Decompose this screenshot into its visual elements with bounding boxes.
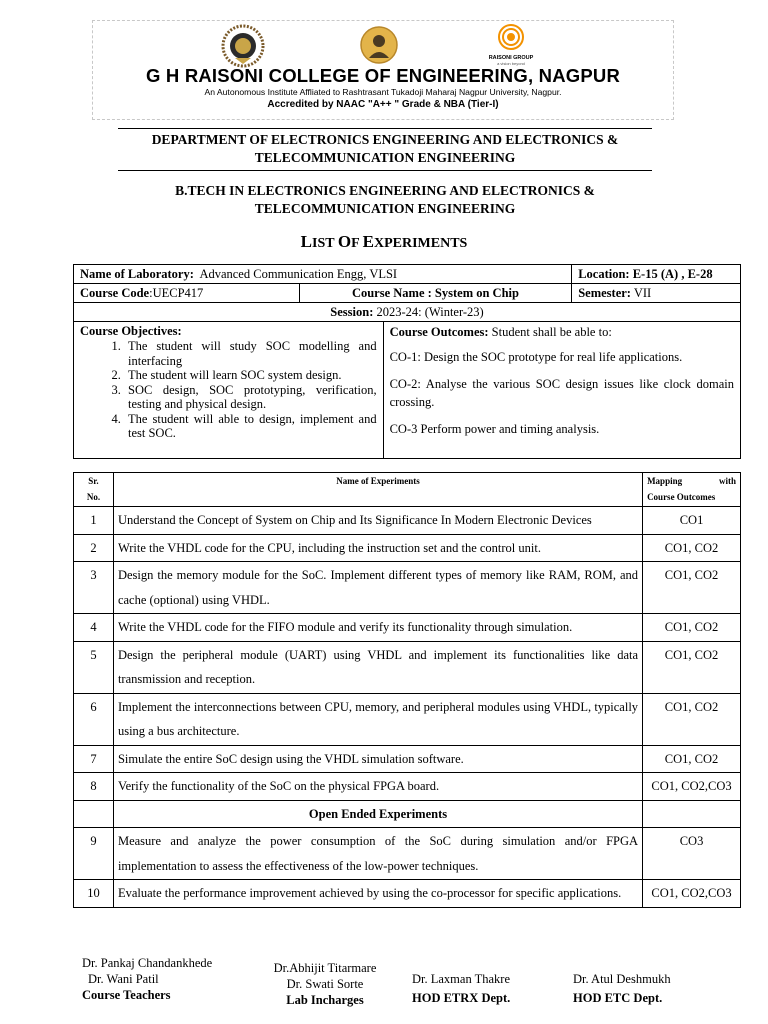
semester-label: Semester: [578,286,631,300]
group-logo-name: RAISONI GROUP [488,55,534,61]
college-accreditation: Accredited by NAAC "A++ " Grade & NBA (Tier-I) [267,99,499,110]
course-name-value: : System on Chip [427,286,519,300]
experiment-co-mapping: CO1, CO2 [643,745,741,773]
open-ended-heading: Open Ended Experiments [113,800,642,828]
location-cell [572,265,741,284]
session-value: 2023-24: (Winter-23) [376,305,484,319]
signatory-name: Dr. Atul Deshmukh [573,972,671,986]
lab-row [74,265,741,284]
experiment-co-mapping: CO1, CO2 [643,614,741,642]
experiments-table [73,472,741,908]
objectives-outcomes-table [73,321,741,459]
experiment-name: Design the memory module for the SoC. Implement different types of memory like RAM, ROM, and cache (optional) using VHDL. [113,562,642,614]
signatory-title: HOD ETRX Dept. [412,991,511,1005]
college-affiliation: An Autonomous Institute Affliated to Rashtrasant Tukadoji Maharaj Nagpur University, Nagpur. [204,87,562,97]
objectives-title: Course Objectives: [80,324,182,338]
signatory-name: Dr.Abhijit Titarmare [273,961,377,975]
signatory-name: Dr. Laxman Thakre [412,972,510,986]
location-value: E-15 (A) , E-28 [632,267,713,281]
objective-item: 3. SOC design, SOC prototyping, verification, testing and physical design. [124,383,377,412]
experiment-name: Simulate the entire SoC design using the VHDL simulation software. [113,745,642,773]
experiment-number: 6 [74,693,114,745]
table-row [74,745,741,773]
empty-cell [74,800,114,828]
col-header-sr-no [74,473,114,507]
course-info-table [73,264,741,322]
outcomes-intro: Student shall be able to: [491,325,612,339]
signatory-name: Dr. Pankaj Chandankhede [82,956,213,970]
experiment-co-mapping: CO1, CO2,CO3 [643,773,741,801]
raisoni-group-logo [488,24,534,68]
experiment-name: Evaluate the performance improvement achieved by using the co-processor for specific applications. [113,880,642,908]
course-teachers-signature [82,955,212,1003]
empty-cell [643,800,741,828]
founder-portrait-logo [360,26,398,64]
session-label: Session: [330,305,374,319]
table-row [74,562,741,614]
outcome-item: CO-3 Perform power and timing analysis. [389,422,600,436]
outcome-item: CO-2: Analyse the various SOC design issues like clock domain crossing. [389,377,734,409]
course-name-cell [299,284,572,303]
experiment-name: Write the VHDL code for the CPU, including the instruction set and the control unit. [113,534,642,562]
table-row [74,828,741,880]
hod-etc-signature [573,971,671,1006]
group-logo-tagline: a vision beyond [497,61,525,66]
course-name-label: Course Name [351,286,425,300]
col-header-name [113,473,642,507]
course-code-label: Course Code [80,286,150,300]
location-label: Location: [578,267,630,281]
experiment-co-mapping: CO1, CO2 [643,562,741,614]
experiment-co-mapping: CO1, CO2 [643,534,741,562]
table-row [74,534,741,562]
experiment-name: Measure and analyze the power consumption of the SoC during simulation and/or FPGA implementation to assess the effectiveness of the low-power techniques. [113,828,642,880]
experiment-number: 7 [74,745,114,773]
objective-item: 2. The student will learn SOC system design. [124,368,377,383]
course-code-cell [74,284,300,303]
table-row [74,507,741,535]
header-text: Course Outcomes [647,491,716,502]
department-line-2: TELECOMMUNICATION ENGINEERING [254,150,516,165]
lab-cell [74,265,572,284]
experiment-number: 3 [74,562,114,614]
experiment-name: Implement the interconnections between CPU, memory, and peripheral modules using VHDL, typically using a bus architecture. [113,693,642,745]
program-line-1: B.TECH IN ELECTRONICS ENGINEERING AND ELECTRONICS & [175,183,595,198]
lab-label: Name of Laboratory: [80,267,194,281]
signatory-title: Lab Incharges [286,993,364,1007]
table-row [74,880,741,908]
department-line-1: DEPARTMENT OF ELECTRONICS ENGINEERING AND ELECTRONICS & [151,132,619,147]
header-text: No. [86,491,101,502]
header-text: Name of Experiments [336,476,420,486]
title-word: XPERIMENTS [373,236,468,251]
experiments-header-row [74,473,741,507]
experiment-co-mapping: CO1 [643,507,741,535]
experiment-name: Write the VHDL code for the FIFO module and verify its functionality through simulation. [113,614,642,642]
experiment-co-mapping: CO1, CO2,CO3 [643,880,741,908]
course-code-value: :UECP417 [149,286,204,300]
header-text: Mapping [647,476,683,486]
table-row [74,693,741,745]
title-initial: E [362,232,374,251]
experiment-name: Verify the functionality of the SoC on the physical FPGA board. [113,773,642,801]
experiment-co-mapping: CO1, CO2 [643,693,741,745]
semester-value: VII [633,286,652,300]
outcomes-title: Course Outcomes: [389,325,489,339]
signatory-title: HOD ETC Dept. [573,991,663,1005]
title-word: F [351,236,360,251]
experiment-number: 10 [74,880,114,908]
objectives-list [124,339,377,441]
signatory-name: Dr. Swati Sorte [286,977,364,991]
header-text: Sr. [88,476,99,486]
program-heading [90,182,680,218]
experiment-co-mapping: CO3 [643,828,741,880]
experiment-co-mapping: CO1, CO2 [643,641,741,693]
experiment-number: 8 [74,773,114,801]
experiment-name: Design the peripheral module (UART) using VHDL and implement its functionalities like data transmission and reception. [113,641,642,693]
divider-bottom [118,170,652,171]
experiment-number: 2 [74,534,114,562]
lab-value: Advanced Communication Engg, VLSI [199,267,398,281]
session-cell [74,303,741,322]
college-name: G H RAISONI COLLEGE OF ENGINEERING, NAGPUR [145,65,621,86]
table-row [74,641,741,693]
session-row [74,303,741,322]
experiment-number: 1 [74,507,114,535]
open-ended-row [74,800,741,828]
college-header-banner [92,20,674,120]
title-initial: O [337,232,352,251]
table-row [74,773,741,801]
divider-top [118,128,652,129]
course-outcomes-cell [383,322,740,459]
group-emblem-icon [498,24,524,50]
header-text: with [718,476,736,486]
semester-cell [572,284,741,303]
lab-incharges-signature [263,960,387,1008]
course-row [74,284,741,303]
experiment-number: 9 [74,828,114,880]
outcome-item: CO-1: Design the SOC prototype for real life applications. [389,350,683,364]
title-initial: L [300,232,313,251]
program-line-2: TELECOMMUNICATION ENGINEERING [254,201,516,216]
col-header-mapping [643,473,741,507]
experiment-number: 4 [74,614,114,642]
objective-item: 4. The student will able to design, implement and test SOC. [124,412,377,441]
experiment-number: 5 [74,641,114,693]
hod-etrx-signature [412,971,510,1006]
signatory-title: Course Teachers [82,988,171,1002]
objective-item: 1. The student will study SOC modelling and interfacing [124,339,377,368]
title-word: IST [312,236,335,251]
department-heading [90,131,680,167]
college-seal-logo [221,24,265,68]
table-row [74,614,741,642]
course-objectives-cell [74,322,384,459]
signatory-name: Dr. Wani Patil [88,972,159,986]
experiment-name: Understand the Concept of System on Chip and Its Significance In Modern Electronic Devices [113,507,642,535]
list-title [0,232,768,252]
